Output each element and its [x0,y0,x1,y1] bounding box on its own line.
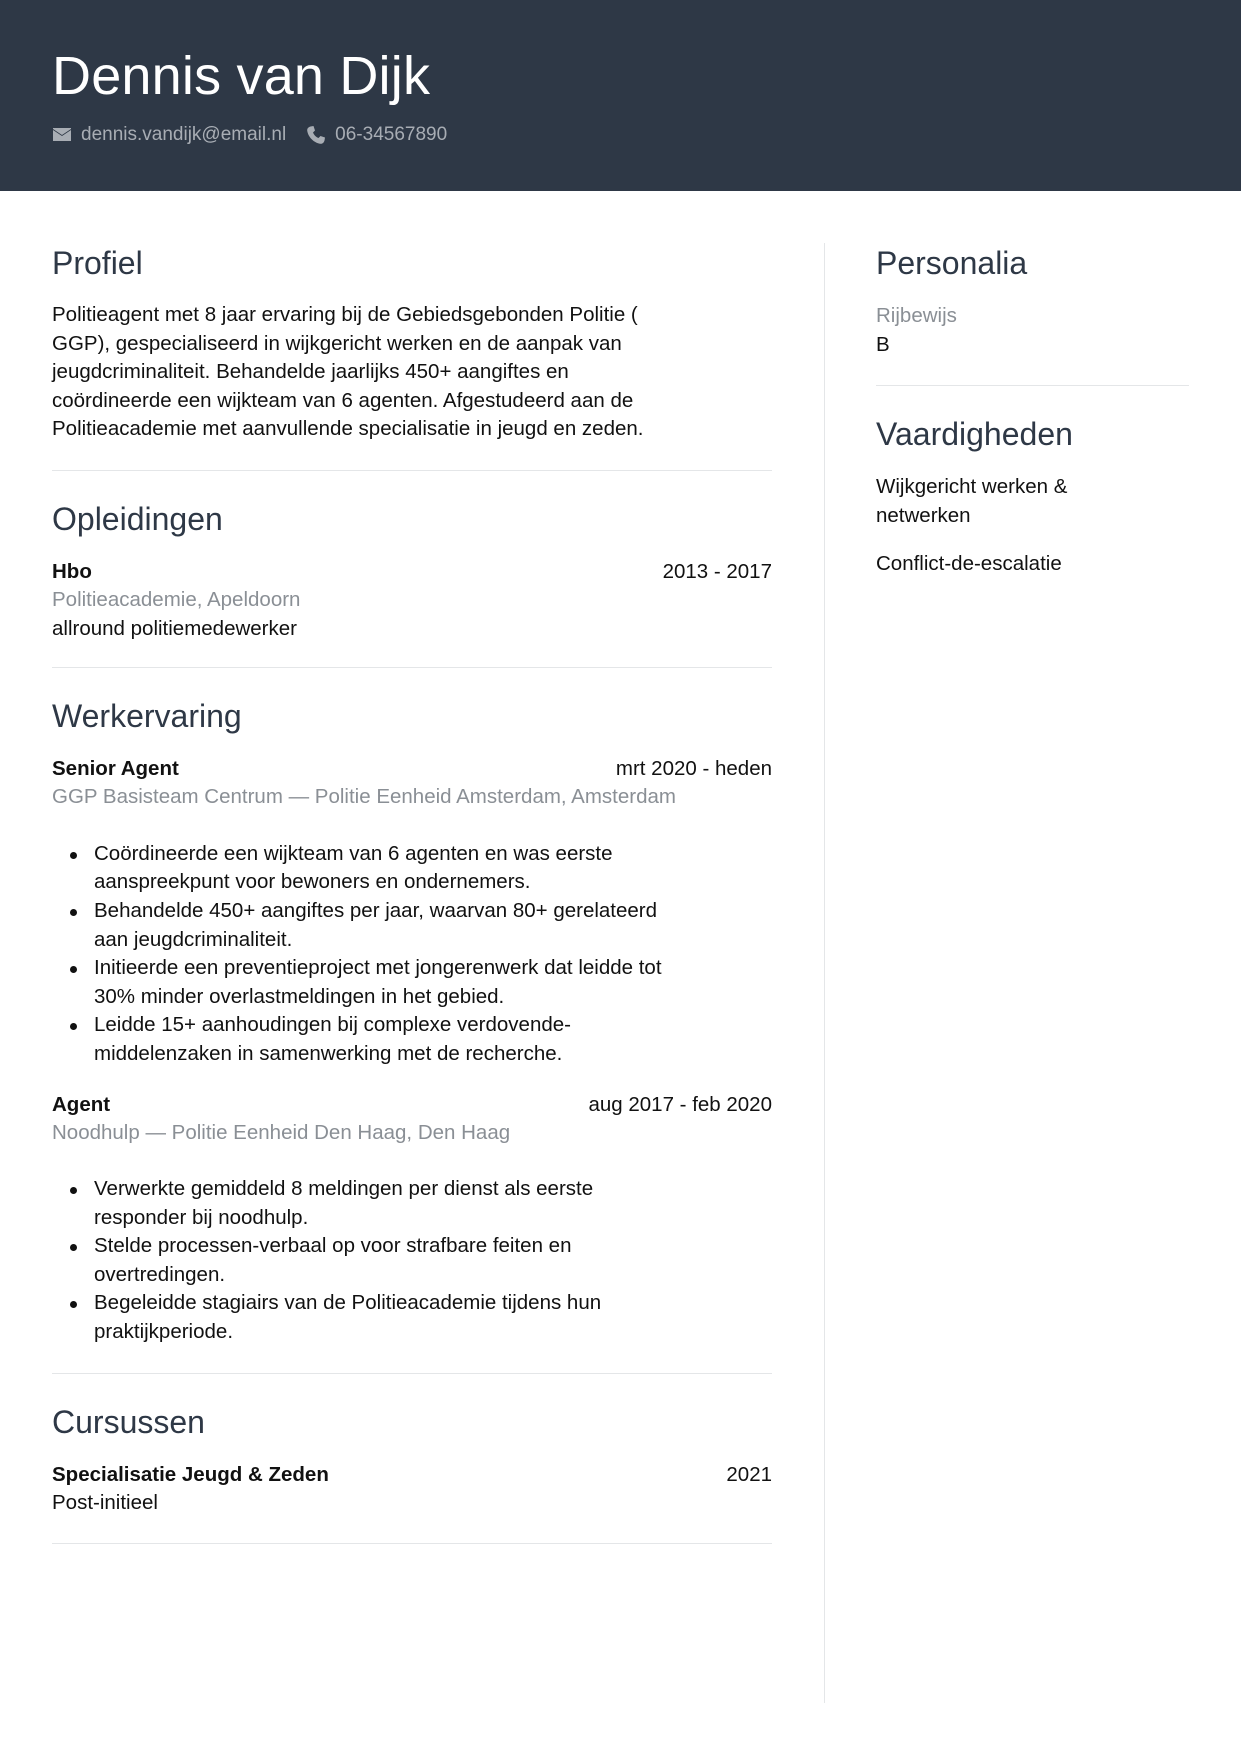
header-banner [0,0,1241,191]
profile-line: Politieacademie met aanvullende specialisatie in jeugd en zeden. [52,417,644,441]
experience-entry [52,754,772,1068]
skills-section [876,414,1189,578]
side-column [876,243,1189,597]
job-period: aug 2017 - feb 2020 [588,1092,772,1116]
profile-text [52,301,772,444]
job-organization: Noodhulp — Politie Eenheid Den Haag, Den Haag [52,1120,511,1144]
skills-title: Vaardigheden [876,416,1073,452]
job-period: mrt 2020 - heden [615,757,772,781]
main-column [52,243,772,1544]
course-type: Post-initieel [52,1490,158,1514]
section-divider [876,385,1189,386]
candidate-name: Dennis van Dijk [52,46,431,106]
personal-title: Personalia [876,245,1028,281]
list-item: Behandelde 450+ aangiftes per jaar, waarvan 80+ gerelateerd aan jeugdcriminaliteit. [52,897,772,954]
profile-title: Profiel [52,245,143,281]
courses-section [52,1402,772,1518]
section-divider [52,470,772,471]
course-entry [52,1460,772,1518]
job-title: Senior Agent [52,757,179,781]
profile-line: GGP), gespecialiseerd in wijkgericht werken en de aanpak van [52,331,622,355]
experience-entry [52,1090,772,1347]
course-name: Specialisatie Jeugd & Zeden [52,1462,329,1486]
experience-section [52,696,772,1347]
education-school: Politieacademie, Apeldoorn [52,587,301,611]
job-bullets [52,1175,772,1347]
education-section [52,499,772,643]
education-degree: Hbo [52,559,92,583]
section-divider [52,1373,772,1374]
profile-line: coördineerde een wijkteam van 6 agenten. Afgestudeerd aan de [52,388,634,412]
license-label: Rijbewijs [876,304,957,327]
personal-section [876,243,1189,359]
phone-icon [306,125,326,145]
section-divider [52,1543,772,1544]
skill-item: Conflict-de-escalatie [876,552,1062,575]
job-organization: GGP Basisteam Centrum — Politie Eenheid Amsterdam, Amsterdam [52,785,676,809]
email-text: dennis.vandijk@email.nl [81,124,287,145]
section-divider [52,667,772,668]
email-contact[interactable] [52,124,286,146]
education-period: 2013 - 2017 [662,559,772,583]
license-value: B [876,333,890,356]
column-divider [824,243,825,1703]
list-item: Stelde processen-verbaal op voor strafbare feiten en overtredingen. [52,1232,772,1289]
profile-line: jeugdcriminaliteit. Behandelde jaarlijks 450+ aangiftes en [52,360,569,384]
education-title: Opleidingen [52,500,223,537]
profile-line: Politieagent met 8 jaar ervaring bij de Gebiedsgebonden Politie ( [52,303,638,326]
profile-section [52,243,772,444]
skill-item: Wijkgericht werken & netwerken [876,475,1068,527]
education-program: allround politiemedewerker [52,616,297,640]
list-item: Begeleidde stagiairs van de Politieacademie tijdens hun praktijkperiode. [52,1289,772,1346]
phone-text: 06-34567890 [335,124,448,145]
courses-title: Cursussen [52,1403,205,1440]
experience-title: Werkervaring [52,698,242,735]
phone-contact[interactable] [306,124,447,146]
list-item: Coördineerde een wijkteam van 6 agenten en was eerste aanspreekpunt voor bewoners en ondernemers. [52,840,772,897]
list-item: Verwerkte gemiddeld 8 meldingen per dienst als eerste responder bij noodhulp. [52,1175,772,1232]
list-item: Initieerde een preventieproject met jongerenwerk dat leidde tot 30% minder overlastmeldingen in het gebied. [52,954,772,1011]
course-year: 2021 [726,1462,772,1486]
job-bullets [52,840,772,1069]
education-entry [52,557,772,643]
envelope-icon [52,125,72,145]
list-item: Leidde 15+ aanhoudingen bij complexe verdovende- middelenzaken in samenwerking met de recherche. [52,1011,772,1068]
contact-info [52,122,467,148]
job-title: Agent [52,1092,111,1116]
